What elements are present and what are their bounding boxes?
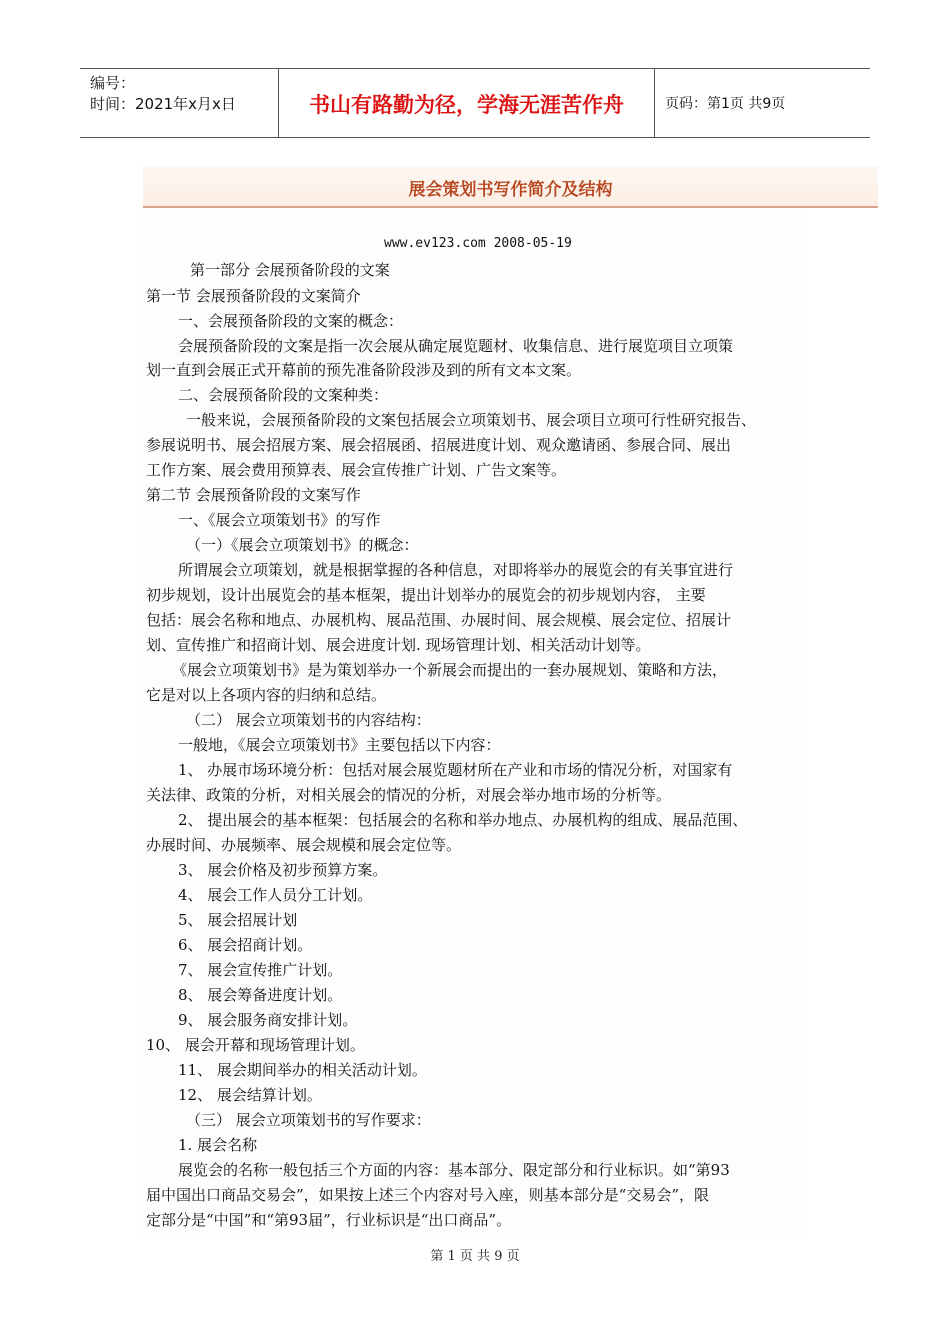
list-item: 7、 展会宣传推广计划。: [178, 961, 343, 979]
list-item: 4、 展会工作人员分工计划。: [178, 886, 373, 904]
list-item: 8、 展会筹备进度计划。: [178, 986, 343, 1004]
subheading: 二、会展预备阶段的文案种类：: [178, 386, 389, 404]
list-item: 2、 提出展会的基本框架：包括展会的名称和举办地点、办展机构的组成、展品范围、: [178, 811, 748, 829]
document-meta: www.ev123.com 2008-05-19: [384, 236, 572, 251]
subheading: （二） 展会立项策划书的内容结构：: [186, 711, 431, 729]
time-label: 时间：2021年x月x日: [90, 95, 236, 113]
list-item: 1、 办展市场环境分析：包括对展会展览题材所在产业和市场的情况分析，对国家有: [178, 761, 733, 779]
paragraph-line: 包括：展会名称和地点、办展机构、展品范围、办展时间、展会规模、展会定位、招展计: [146, 611, 732, 629]
paragraph-line: 划一直到会展正式开幕前的预先准备阶段涉及到的所有文本文案。: [146, 361, 582, 379]
list-item-continuation: 办展时间、办展频率、展会规模和展会定位等。: [146, 836, 462, 854]
header-motto: 书山有路勤为径，学海无涯苦作舟: [279, 69, 655, 137]
document-title: 展会策划书写作简介及结构: [408, 180, 613, 200]
subheading: （一）《展会立项策划书》的概念：: [186, 536, 419, 554]
page-footer: 第 1 页 共 9 页: [430, 1249, 520, 1264]
paragraph-line: 一般来说，会展预备阶段的文案包括展会立项策划书、展会项目立项可行性研究报告、: [186, 411, 757, 429]
subheading: 1. 展会名称: [178, 1136, 258, 1154]
list-item: 5、 展会招展计划: [178, 911, 298, 929]
list-item: 3、 展会价格及初步预算方案。: [178, 861, 388, 879]
paragraph-line: 会展预备阶段的文案是指一次会展从确定展览题材、收集信息、进行展览项目立项策: [178, 337, 734, 355]
section-heading: 第一节 会展预备阶段的文案简介: [146, 287, 361, 305]
paragraph-line: 参展说明书、展会招展方案、展会招展函、招展进度计划、观众邀请函、参展合同、展出: [146, 436, 732, 454]
section-heading: 第二节 会展预备阶段的文案写作: [146, 486, 361, 504]
list-item: 12、 展会结算计划。: [178, 1086, 322, 1104]
header-page-info: 页码：第1页 共9页: [665, 96, 786, 112]
paragraph-line: 一般地，《展会立项策划书》主要包括以下内容：: [178, 736, 501, 754]
paragraph-line: 展览会的名称一般包括三个方面的内容：基本部分、限定部分和行业标识。如“第93: [178, 1161, 730, 1179]
list-item: 6、 展会招商计划。: [178, 936, 313, 954]
subheading: 一、会展预备阶段的文案的概念：: [178, 312, 404, 330]
part-heading: 第一部分 会展预备阶段的文案: [190, 261, 390, 279]
list-item-continuation: 关法律、政策的分析，对相关展会的情况的分析，对展会举办地市场的分析等。: [146, 786, 672, 804]
title-band: [143, 166, 878, 208]
paragraph-line: 划、宣传推广和招商计划、展会进度计划. 现场管理计划、相关活动计划等。: [146, 636, 651, 654]
header-info-cell: [80, 69, 279, 137]
paragraph-line: 届中国出口商品交易会”，如果按上述三个内容对号入座，则基本部分是“交易会”，限: [146, 1186, 710, 1204]
paragraph-line: 工作方案、展会费用预算表、展会宣传推广计划、广告文案等。: [146, 461, 567, 479]
paragraph-line: 定部分是“中国”和“第93届”，行业标识是“出口商品”。: [146, 1211, 512, 1229]
list-item: 9、 展会服务商安排计划。: [178, 1011, 358, 1029]
subheading: （三） 展会立项策划书的写作要求：: [186, 1111, 431, 1129]
paragraph-line: 所谓展会立项策划，就是根据掌握的各种信息，对即将举办的展览会的有关事宜进行: [178, 561, 734, 579]
paragraph-line: 它是对以上各项内容的归纳和总结。: [146, 686, 387, 704]
paragraph-line: 初步规划，设计出展览会的基本框架，提出计划举办的展览会的初步规划内容， 主要: [146, 586, 706, 604]
list-item: 11、 展会期间举办的相关活动计划。: [178, 1061, 427, 1079]
number-label: 编号：: [90, 74, 136, 92]
list-item: 10、 展会开幕和现场管理计划。: [146, 1036, 365, 1054]
page-header: [80, 68, 870, 138]
paragraph-line: 《展会立项策划书》是为策划举办一个新展会而提出的一套办展规划、策略和方法，: [172, 661, 728, 679]
subheading: 一、《展会立项策划书》的写作: [178, 511, 381, 529]
